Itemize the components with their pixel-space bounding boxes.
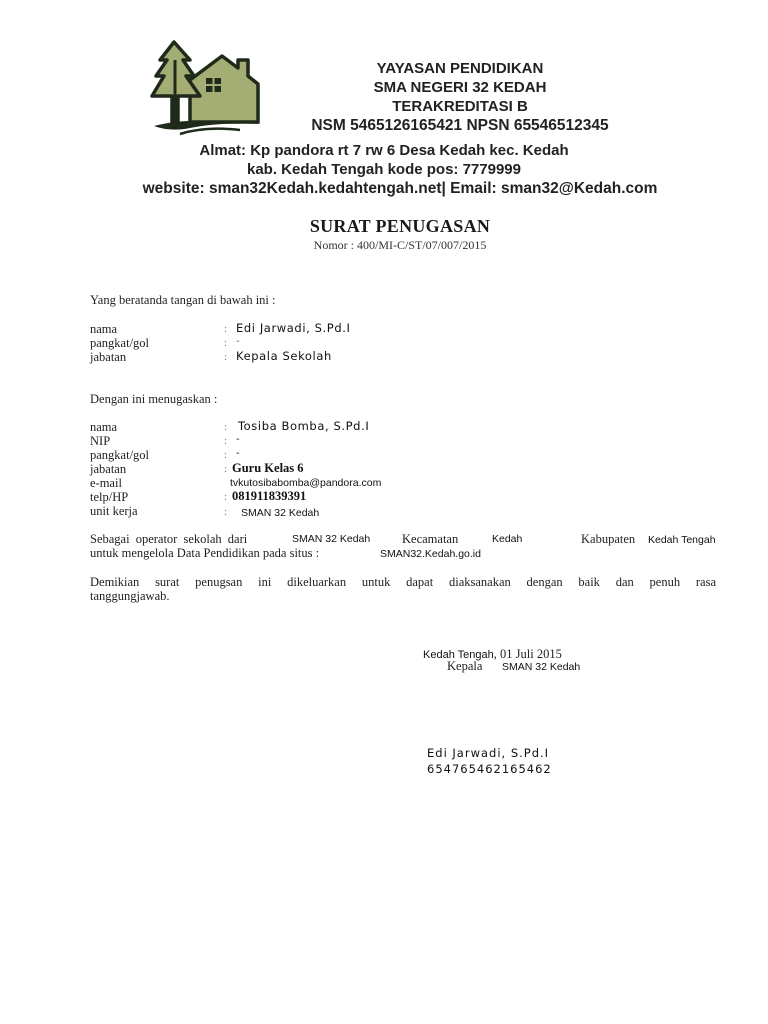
assignee-rank-colon: : bbox=[224, 449, 228, 461]
signer-position-value: Kepala Sekolah bbox=[236, 349, 332, 363]
operator-text-2: Kecamatan bbox=[402, 532, 459, 546]
signer-name-colon: : bbox=[224, 323, 228, 335]
operator-text-4: untuk mengelola Data Pendidikan pada situs : bbox=[90, 546, 320, 560]
closing-line-2: tanggungjawab. bbox=[90, 589, 170, 603]
assignee-phone-value: 081911839391 bbox=[232, 489, 307, 503]
signature-id-number: 654765462165462 bbox=[427, 762, 552, 776]
assignee-unit-label: unit kerja bbox=[90, 504, 138, 518]
assignee-email-label: e-mail bbox=[90, 476, 122, 490]
assignee-phone-label: telp/HP bbox=[90, 490, 129, 504]
address-line-1: Almat: Kp pandora rt 7 rw 6 Desa Kedah kec. Kedah bbox=[199, 142, 569, 159]
assignee-name-label: nama bbox=[90, 420, 118, 434]
address-line-2: kab. Kedah Tengah kode pos: 7779999 bbox=[247, 161, 521, 178]
signature-role: Kepala bbox=[447, 659, 483, 673]
signer-intro: Yang beratanda tangan di bawah ini : bbox=[90, 293, 276, 307]
assignee-rank-value: - bbox=[236, 448, 241, 459]
operator-school: SMAN 32 Kedah bbox=[292, 533, 371, 545]
signer-position-label: jabatan bbox=[90, 350, 127, 364]
signer-name-label: nama bbox=[90, 322, 118, 336]
assignee-intro: Dengan ini menugaskan : bbox=[90, 392, 218, 406]
contact-line: website: sman32Kedah.kedahtengah.net| Email: sman32@Kedah.com bbox=[142, 180, 658, 197]
closing-line-1: Demikian surat penugsan ini dikeluarkan untuk dapat diaksanakan dengan baik dan penuh rasa bbox=[90, 575, 716, 589]
assignee-name-colon: : bbox=[224, 421, 228, 433]
operator-site: SMAN32.Kedah.go.id bbox=[380, 548, 481, 560]
assignee-unit-colon: : bbox=[224, 506, 228, 518]
assignee-nip-colon: : bbox=[224, 435, 228, 447]
assignee-name-value: Tosiba Bomba, S.Pd.I bbox=[238, 419, 370, 433]
signer-name-value: Edi Jarwadi, S.Pd.I bbox=[236, 321, 351, 335]
assignee-email-value: tvkutosibabomba@pandora.com bbox=[230, 477, 382, 489]
assignee-nip-value: - bbox=[236, 434, 241, 445]
signature-name: Edi Jarwadi, S.Pd.I bbox=[427, 746, 550, 760]
operator-regency: Kedah Tengah bbox=[648, 534, 716, 546]
document-number: Nomor : 400/MI-C/ST/07/007/2015 bbox=[313, 238, 487, 252]
assignee-rank-label: pangkat/gol bbox=[90, 448, 150, 462]
signature-date: , 01 Juli 2015 bbox=[493, 647, 562, 661]
assignee-unit-value: SMAN 32 Kedah bbox=[241, 507, 320, 519]
operator-text-3: Kabupaten bbox=[581, 532, 636, 546]
assignee-phone-colon: : bbox=[224, 491, 228, 503]
signer-rank-value: - bbox=[236, 336, 241, 347]
assignee-position-value: Guru Kelas 6 bbox=[232, 461, 304, 475]
assignee-nip-label: NIP bbox=[90, 434, 111, 448]
school-ids: NSM 5465126165421 NPSN 65546512345 bbox=[311, 117, 609, 134]
signature-place: Kedah Tengah bbox=[423, 649, 494, 661]
foundation-name: YAYASAN PENDIDIKAN bbox=[376, 60, 544, 77]
signer-rank-colon: : bbox=[224, 337, 228, 349]
school-name: SMA NEGERI 32 KEDAH bbox=[373, 79, 547, 96]
signer-position-colon: : bbox=[224, 351, 228, 363]
tree-house-logo-icon bbox=[150, 38, 265, 136]
document-title: SURAT PENUGASAN bbox=[309, 216, 491, 236]
operator-text-1: Sebagai operator sekolah dari bbox=[90, 532, 248, 546]
assignee-position-colon: : bbox=[224, 463, 228, 475]
accreditation: TERAKREDITASI B bbox=[392, 98, 528, 115]
signature-school: SMAN 32 Kedah bbox=[502, 661, 581, 673]
signer-rank-label: pangkat/gol bbox=[90, 336, 150, 350]
operator-district: Kedah bbox=[492, 533, 523, 545]
assignee-position-label: jabatan bbox=[90, 462, 127, 476]
